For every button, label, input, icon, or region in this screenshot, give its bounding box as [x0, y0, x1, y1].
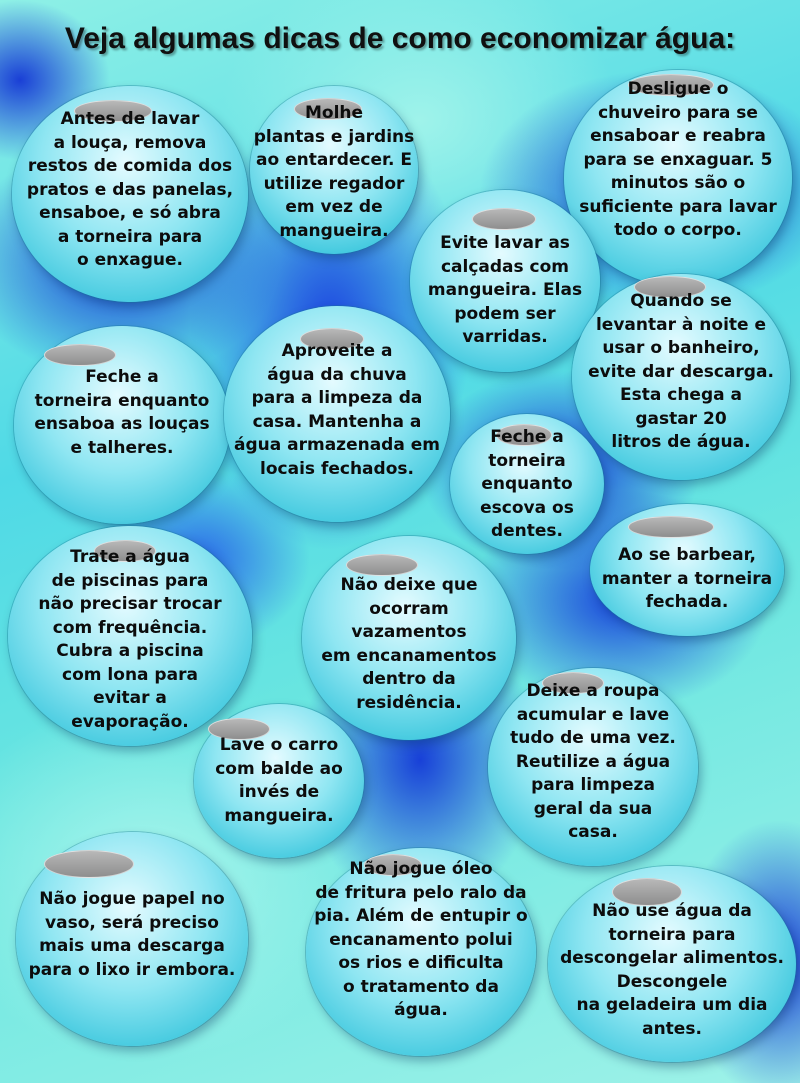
tip-text: Evite lavar as calçadas com mangueira. Elas podem ser varridas.	[427, 233, 583, 347]
tip-text: Não jogue papel no vaso, será preciso mais uma descarga para o lixo ir embora.	[28, 889, 236, 980]
tip-bubble-wash-dishes	[12, 86, 248, 302]
tip-bubble-cooking-oil	[306, 848, 536, 1056]
tip-text: Desligue o chuveiro para se ensaboar e reabra para se enxaguar. 5 minutos são o suficiente para lavar todo o corpo.	[579, 79, 777, 240]
tip-bubble-laundry	[488, 668, 698, 866]
bubble-highlight	[472, 208, 536, 230]
tip-text: Não use água da torneira para descongelar alimentos. Descongele na geladeira um dia antes.	[560, 901, 784, 1039]
tip-text: Aproveite a água da chuva para a limpeza da casa. Mantenha a água armazenada em locais fechados.	[234, 341, 440, 479]
tip-bubble-water-plants	[250, 86, 418, 254]
tip-text: Quando se levantar à noite e usar o banheiro, evite dar descarga. Esta chega a gastar 20 litros de água.	[588, 291, 774, 452]
tip-bubble-night-flush	[572, 274, 790, 480]
tip-bubble-brush-teeth	[450, 414, 604, 554]
tip-bubble-defrost	[548, 866, 796, 1062]
tip-text: Trate a água de piscinas para não precisar trocar com frequência. Cubra a piscina com lona para evitar a evaporação.	[38, 547, 222, 732]
bubble-highlight	[44, 344, 116, 366]
page-title: Veja algumas dicas de como economizar água:	[64, 22, 736, 55]
bubble-highlight	[346, 554, 418, 576]
tip-bubble-dishes-faucet	[14, 326, 230, 524]
tip-text: Lave o carro com balde ao invés de mangueira.	[215, 735, 343, 826]
tip-bubble-car-wash	[194, 704, 364, 858]
tip-text: Feche a torneira enquanto escova os dentes.	[480, 427, 574, 541]
tip-text: Molhe plantas e jardins ao entardecer. E utilize regador em vez de mangueira.	[253, 103, 415, 241]
tip-text: Antes de lavar a louça, remova restos de comida dos pratos e das panelas, ensaboe, e só abra a torneira para o enxague.	[26, 109, 234, 270]
tip-text: Feche a torneira enquanto ensaboa as louças e talheres.	[34, 367, 210, 458]
bubble-highlight	[44, 850, 134, 878]
bubble-highlight	[628, 516, 714, 538]
tip-bubble-shaving	[590, 504, 784, 636]
tip-bubble-pool	[8, 526, 252, 746]
tip-text: Não deixe que ocorram vazamentos em encanamentos dentro da residência.	[321, 575, 497, 713]
tip-bubble-rainwater	[224, 306, 450, 522]
tip-text: Não jogue óleo de fritura pelo ralo da pia. Além de entupir o encanamento polui os rios e dificulta o tratamento da água.	[314, 859, 528, 1020]
tip-text: Ao se barbear, manter a torneira fechada.	[601, 545, 773, 612]
tip-bubble-leaks	[302, 536, 516, 740]
tip-text: Deixe a roupa acumular e lave tudo de uma vez. Reutilize a água para limpeza geral da sua casa.	[510, 681, 676, 842]
tip-bubble-toilet-paper	[16, 832, 248, 1046]
